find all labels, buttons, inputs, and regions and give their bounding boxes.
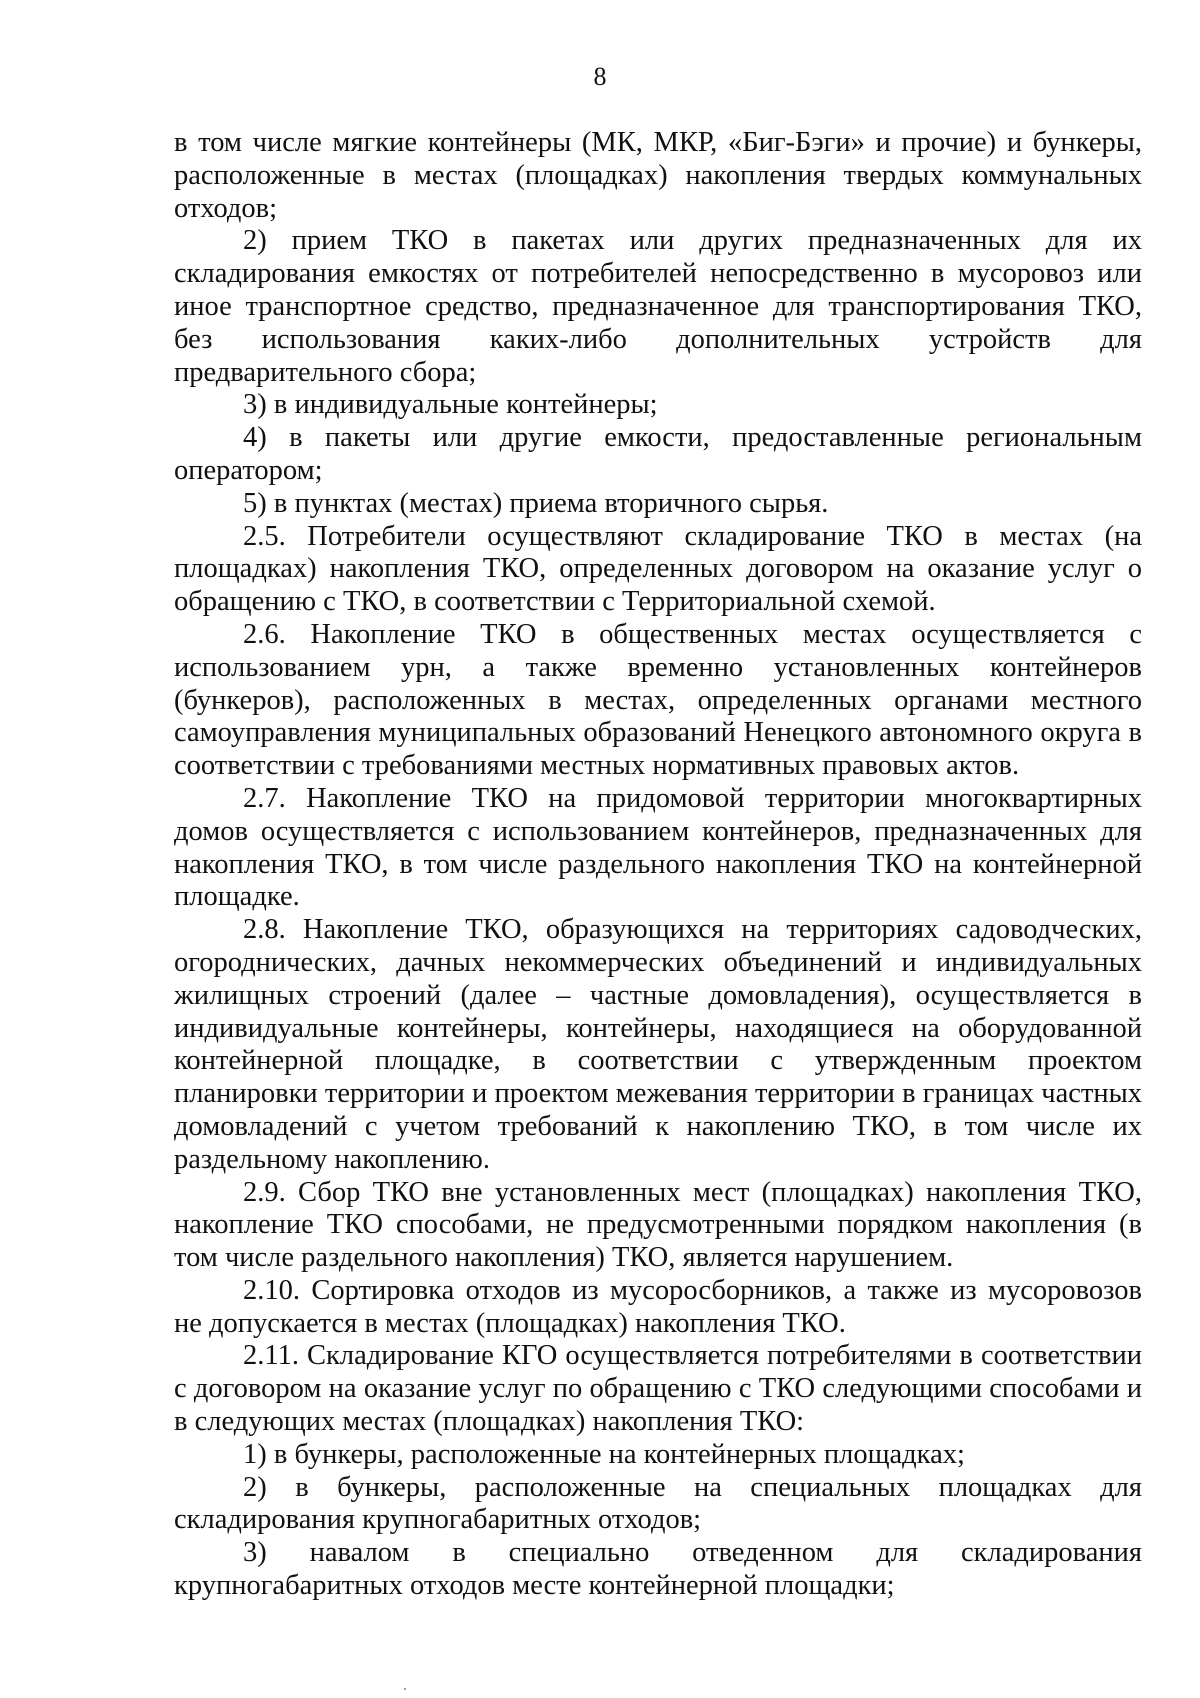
paragraph-2-11: 2.11. Складирование КГО осуществляется потребителями в соответствии с договором на оказание услуг по обращению с ТКО следующими способами и в следующих местах (площадках) накопления ТКО: [174,1340,1142,1438]
paragraph-2-6: 2.6. Накопление ТКО в общественных местах осуществляется с использованием урн, а также временно установленных контейнеров (бункеров), расположенных в местах, определенных органами местного самоуправления муниципальных образований Ненецкого автономного округа в соответствии с требованиями местных нормативных правовых актов. [174,618,1142,782]
paragraph-2-8: 2.8. Накопление ТКО, образующихся на территориях садоводческих, огороднических, дачных некоммерческих объединений и индивидуальных жилищных строений (далее – частные домовладения), осуществляется в индивидуальные контейнеры, контейнеры, находящиеся на оборудованной контейнерной площадке, в соответствии с утвержденным проектом планировки территории и проектом межевания территории в границах частных домовладений с учетом требований к накоплению ТКО, в том числе их раздельному накоплению. [174,914,1142,1175]
paragraph-2-11-item-3: 3) навалом в специально отведенном для складирования крупногабаритных отходов месте контейнерной площадки; [174,1537,1142,1602]
paragraph-item-3: 3) в индивидуальные контейнеры; [243,389,658,421]
paragraph-2-7: 2.7. Накопление ТКО на придомовой территории многоквартирных домов осуществляется с использованием контейнеров, предназначенных для накопления ТКО, в том числе раздельного накопления ТКО на контейнерной площадке. [174,782,1142,913]
paragraph-continuation: в том числе мягкие контейнеры (МК, МКР, «Биг-Бэги» и прочие) и бункеры, расположенные в местах (площадках) накопления твердых коммунальных отходов; [174,127,1142,224]
scan-speck [404,1688,406,1690]
paragraph-2-11-item-1: 1) в бункеры, расположенные на контейнерных площадках; [243,1438,965,1470]
paragraph-2-11-item-2: 2) в бункеры, расположенные на специальных площадках для складирования крупногабаритных отходов; [174,1471,1142,1536]
page-number: 8 [593,62,607,91]
paragraph-item-2: 2) прием ТКО в пакетах или других предназначенных для их складирования емкостях от потребителей непосредственно в мусоровоз или иное транспортное средство, предназначенное для транспортирования ТКО, без использования каких-либо дополнительных устройств для предварительного сбора; [174,225,1142,388]
paragraph-item-4: 4) в пакеты или другие емкости, предоставленные региональным оператором; [174,422,1142,486]
paragraph-2-10: 2.10. Сортировка отходов из мусоросборников, а также из мусоровозов не допускается в местах (площадках) накопления ТКО. [174,1274,1142,1339]
paragraph-item-5: 5) в пунктах (местах) приема вторичного сырья. [243,487,829,519]
document-body [174,127,1142,1603]
paragraph-2-9: 2.9. Сбор ТКО вне установленных мест (площадках) накопления ТКО, накопление ТКО способами, не предусмотренными порядком накопления (в том числе раздельного накопления) ТКО, является нарушением. [174,1176,1142,1274]
paragraph-2-5: 2.5. Потребители осуществляют складирование ТКО в местах (на площадках) накопления ТКО, определенных договором на оказание услуг о обращению с ТКО, в соответствии с Территориальной схемой. [174,520,1142,618]
